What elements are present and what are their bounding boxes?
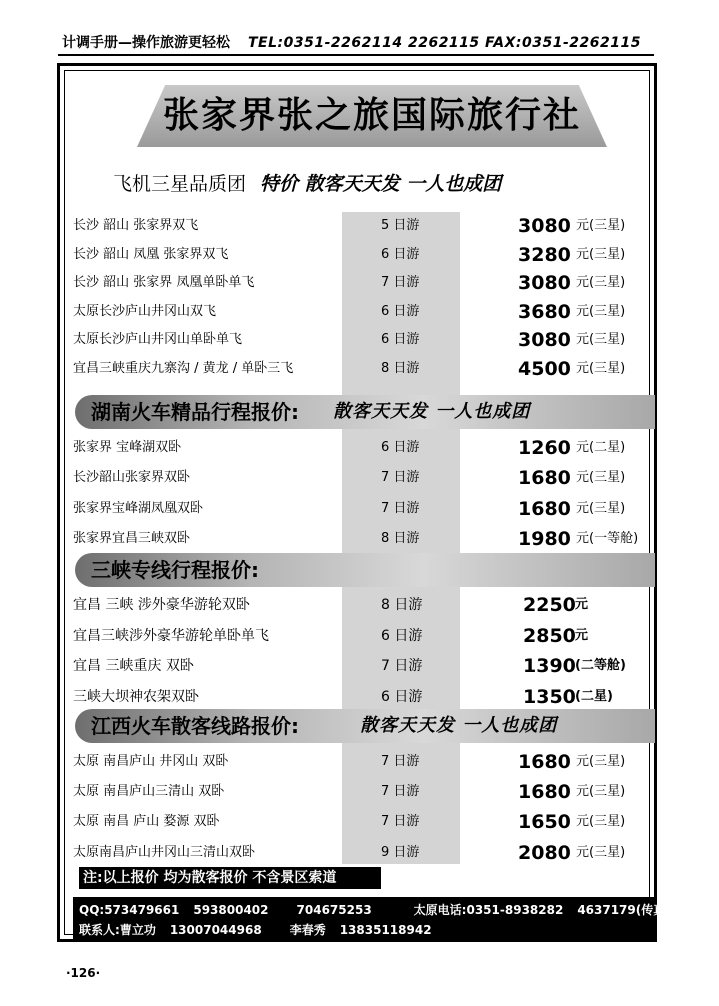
- duration-text: 7 日游: [381, 658, 423, 674]
- route-text: 太原 南昌庐山三清山 双卧: [73, 784, 225, 800]
- price-row: [73, 622, 653, 650]
- price-value: 1650: [518, 811, 571, 834]
- price-note: 元(三星): [576, 470, 626, 486]
- price-value: 3080: [518, 329, 571, 352]
- route-text: 长沙 韶山 凤凰 张家界双飞: [73, 246, 229, 262]
- duration-text: 8 日游: [381, 597, 423, 613]
- qq-number-3: 704675253: [296, 903, 372, 917]
- price-value: 1680: [518, 781, 571, 804]
- header-tel: TEL:0351-2262114 2262115 FAX:0351-2262115: [248, 35, 641, 51]
- qq-number-1: 573479661: [104, 903, 180, 917]
- route-text: 太原 南昌 庐山 婺源 双卧: [73, 814, 220, 830]
- flight-slogan: 特价 散客天天发 一人也成团: [260, 173, 502, 195]
- duration-text: 6 日游: [381, 246, 420, 262]
- price-value: 4500: [518, 358, 571, 380]
- price-value: 1390: [523, 655, 576, 677]
- header-line: [62, 33, 652, 53]
- route-text: 长沙 韶山 张家界双飞: [73, 218, 199, 233]
- route-text: 长沙 韶山 张家界 凤凰单卧单飞: [73, 275, 255, 291]
- price-note: 元(三星): [576, 814, 626, 830]
- price-row: [73, 241, 653, 269]
- qq-number-2: 593800402: [193, 903, 269, 917]
- price-value: 1680: [518, 497, 571, 520]
- duration-text: 5 日游: [381, 218, 420, 233]
- route-text: 宜昌 三峡 涉外豪华游轮双卧: [73, 597, 250, 613]
- price-value: 1350: [523, 685, 576, 708]
- duration-text: 7 日游: [381, 470, 420, 486]
- price-note: 元(三星): [576, 844, 626, 860]
- price-note: 元(三星): [576, 754, 626, 769]
- brochure-frame: [57, 63, 671, 942]
- flight-subtitle: [113, 170, 653, 198]
- route-text: 张家界 宝峰湖双卧: [73, 440, 182, 455]
- price-note: 元(三星): [576, 332, 626, 348]
- price-note: 元(一等舱): [576, 530, 639, 546]
- phone-number: 0351-8938282: [466, 903, 564, 917]
- header-title: 计调手册—操作旅游更轻松: [62, 35, 230, 51]
- duration-text: 7 日游: [381, 784, 420, 800]
- duration-text: 6 日游: [381, 627, 423, 644]
- price-row: [73, 269, 653, 297]
- price-value: 1260: [518, 437, 571, 459]
- price-note: 元: [575, 597, 589, 612]
- price-note: 元(三星): [576, 784, 626, 800]
- duration-text: 8 日游: [381, 361, 420, 376]
- sanxia-section-title: 三峡专线行程报价:: [91, 558, 259, 582]
- price-note: 元(二星): [576, 440, 626, 455]
- contact-line-qq: [79, 901, 671, 918]
- price-value: 3080: [518, 215, 571, 237]
- price-row: [73, 212, 653, 240]
- jiangxi-section-title: 江西火车散客线路报价:: [91, 714, 299, 738]
- price-row: [73, 326, 653, 354]
- price-note: 元(三星): [576, 361, 626, 376]
- duration-text: 7 日游: [381, 275, 420, 291]
- header-rule: [58, 54, 654, 56]
- price-row: [73, 778, 653, 806]
- banner-title: 张家界张之旅国际旅行社: [162, 95, 581, 136]
- route-text: 三峡大坝神农架双卧: [73, 688, 199, 705]
- footnote: 注:以上报价 均为散客报价 不含景区索道: [79, 867, 381, 889]
- route-text: 张家界宜昌三峡双卧: [73, 530, 191, 546]
- hunan-section-header: [75, 395, 655, 429]
- price-row: [73, 495, 653, 523]
- route-text: 宜昌三峡重庆九寨沟 / 黄龙 / 单卧三飞: [73, 361, 294, 376]
- route-text: 张家界宝峰湖凤凰双卧: [73, 500, 204, 516]
- price-value: 1980: [518, 527, 571, 550]
- contact-block: [73, 897, 671, 941]
- phone-label: 太原电话:: [413, 903, 467, 917]
- route-text: 太原南昌庐山井冈山三清山双卧: [73, 844, 256, 860]
- price-row: [73, 525, 653, 553]
- price-row: [73, 591, 653, 619]
- price-row: [73, 434, 653, 462]
- contact-line-person: [79, 921, 432, 938]
- qq-label: QQ:: [79, 903, 105, 917]
- price-value: 3680: [518, 300, 571, 323]
- price-note: (二等舱): [575, 658, 626, 673]
- price-note: 元(三星): [576, 275, 626, 291]
- price-row: [73, 298, 653, 326]
- price-row: [73, 748, 653, 776]
- fax-number: 4637179(传真): [577, 903, 671, 917]
- person-name-1: 曹立功: [119, 923, 156, 937]
- price-value: 1680: [518, 751, 571, 773]
- duration-text: 7 日游: [381, 500, 420, 516]
- mobile-number-1: 13007044968: [169, 923, 262, 937]
- route-text: 长沙韶山张家界双卧: [73, 470, 191, 486]
- price-note: 元(三星): [576, 500, 626, 516]
- route-text: 宜昌三峡涉外豪华游轮单卧单飞: [73, 627, 269, 644]
- duration-text: 7 日游: [381, 754, 420, 769]
- sanxia-section-header: [75, 553, 655, 587]
- flight-title: 飞机三星品质团: [113, 173, 247, 195]
- price-value: 2850: [523, 624, 576, 647]
- mobile-number-2: 13835118942: [339, 923, 432, 937]
- price-note: 元(三星): [576, 218, 626, 233]
- route-text: 宜昌 三峡重庆 双卧: [73, 658, 194, 674]
- route-text: 太原 南昌庐山 井冈山 双卧: [73, 754, 229, 769]
- price-note: (二星): [575, 688, 613, 704]
- price-value: 3280: [518, 243, 571, 266]
- price-value: 2080: [518, 841, 571, 864]
- price-value: 1680: [518, 467, 571, 490]
- hunan-section-slogan: 散客天天发 一人也成团: [333, 401, 531, 422]
- price-note: 元: [575, 627, 589, 643]
- duration-text: 6 日游: [381, 688, 423, 705]
- route-text: 太原长沙庐山井冈山单卧单飞: [73, 332, 243, 348]
- duration-text: 6 日游: [381, 303, 420, 319]
- duration-text: 6 日游: [381, 440, 420, 455]
- price-note: 元(三星): [576, 303, 626, 319]
- duration-text: 6 日游: [381, 332, 420, 348]
- price-value: 2250: [523, 594, 576, 616]
- person-label: 联系人:: [79, 923, 120, 937]
- price-row: [73, 652, 653, 680]
- jiangxi-section-slogan: 散客天天发 一人也成团: [360, 715, 558, 736]
- duration-text: 9 日游: [381, 844, 420, 860]
- price-row: [73, 355, 653, 383]
- price-row: [73, 808, 653, 836]
- page-number: ·126·: [66, 966, 101, 980]
- route-text: 太原长沙庐山井冈山双飞: [73, 303, 217, 319]
- jiangxi-section-header: [75, 709, 655, 743]
- price-row: [73, 464, 653, 492]
- price-row: [73, 839, 653, 867]
- price-row: [73, 683, 653, 711]
- brochure-inner-border: [64, 70, 671, 937]
- price-note: 元(三星): [576, 246, 626, 262]
- duration-text: 8 日游: [381, 530, 420, 546]
- hunan-section-title: 湖南火车精品行程报价:: [91, 400, 299, 424]
- person-name-2: 李春秀: [289, 923, 326, 937]
- price-value: 3080: [518, 272, 571, 295]
- duration-text: 7 日游: [381, 814, 420, 830]
